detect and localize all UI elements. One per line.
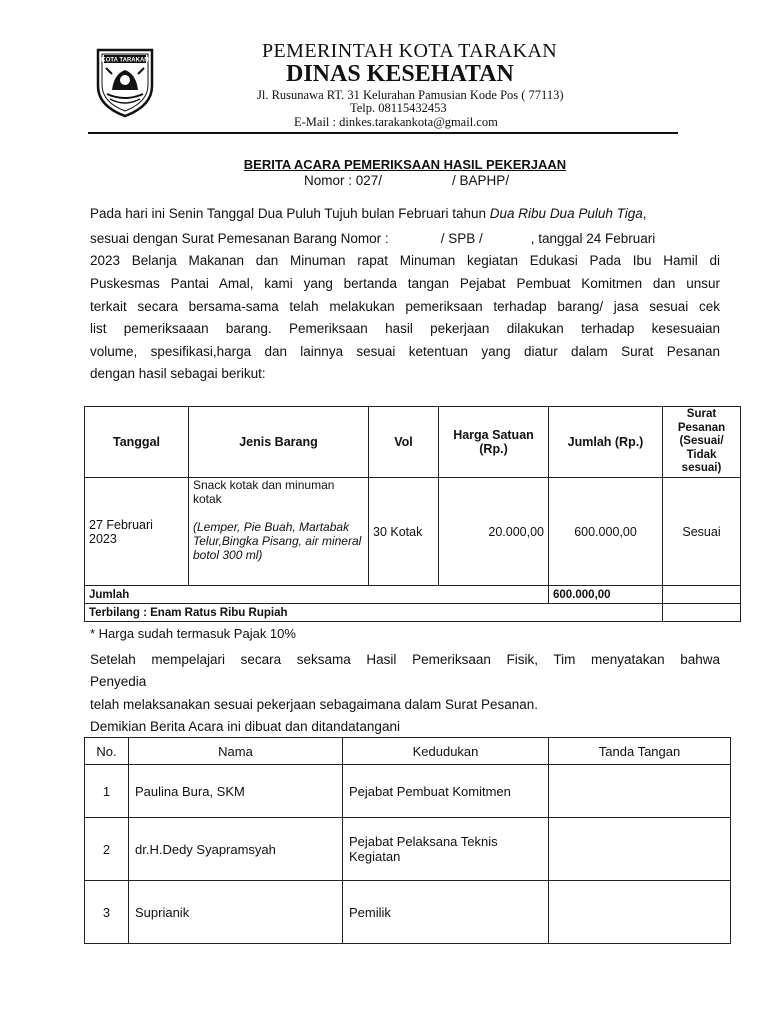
- closing-line-2: Penyedia: [90, 674, 147, 689]
- row-no: 2: [85, 818, 129, 881]
- closing-line-3: telah melaksanakan sesuai pekerjaan sebagaimana dalam Surat Pesanan.: [90, 697, 539, 712]
- header-agency: DINAS KESEHATAN: [286, 61, 514, 87]
- logo-text: KOTA TARAKAN: [101, 57, 149, 64]
- row-position: Pejabat Pelaksana Teknis Kegiatan: [343, 818, 549, 881]
- signature-header-row: [85, 738, 731, 765]
- signature-cell[interactable]: [549, 818, 731, 881]
- tax-note: * Harga sudah termasuk Pajak 10%: [90, 626, 296, 641]
- city-emblem-logo: [94, 44, 156, 118]
- table-row: [85, 765, 731, 818]
- number-prefix: Nomor : 027/: [304, 173, 383, 188]
- row-name: Suprianik: [129, 881, 343, 944]
- header-phone: Telp. 08115432453: [350, 101, 447, 115]
- row-no: 1: [85, 765, 129, 818]
- table-header-row: [85, 407, 741, 478]
- number-suffix: / BAPHP/: [452, 173, 510, 188]
- row-name: dr.H.Dedy Syapramsyah: [129, 818, 343, 881]
- spelled-total-row: [85, 604, 741, 622]
- cell-date: 27 Februari 2023: [85, 478, 189, 586]
- document-number: [304, 173, 509, 188]
- row-position: Pejabat Pembuat Komitmen: [343, 765, 549, 818]
- paragraph-line-7: volume, spesifikasi,harga dan lainnya sesuai ketentuan yang diatur dalam Surat Pesanan: [90, 344, 720, 359]
- paragraph-line-3: 2023 Belanja Makanan dan Minuman rapat Minuman kegiatan Edukasi Pada Ibu Hamil di: [90, 253, 720, 268]
- header-vol: Vol: [369, 407, 439, 478]
- header-no: No.: [85, 738, 129, 765]
- inspection-table: [84, 406, 741, 622]
- paragraph-line-1: Pada hari ini Senin Tanggal Dua Puluh Tujuh bulan Februari tahun Dua Ribu Dua Puluh Tiga,: [90, 206, 647, 221]
- header-address: Jl. Rusunawa RT. 31 Kelurahan Pamusian Kode Pos ( 77113): [257, 88, 564, 102]
- paragraph-line-4: Puskesmas Pantai Amal, kami yang bertanda tangan Pejabat Pembuat Komitmen dan unsur: [90, 276, 720, 291]
- header-signature: Tanda Tangan: [549, 738, 731, 765]
- cell-unit-price: 20.000,00: [439, 478, 549, 586]
- total-label: Jumlah: [85, 586, 549, 604]
- total-row: [85, 586, 741, 604]
- spelled-empty-cell: [663, 604, 741, 622]
- header-order-status: Surat Pesanan (Sesuai/ Tidak sesuai): [663, 407, 741, 478]
- item-name: Snack kotak dan minuman kotak: [193, 478, 335, 506]
- spelled-total: Terbilang : Enam Ratus Ribu Rupiah: [85, 604, 663, 622]
- closing-line-1: Setelah mempelajari secara seksama Hasil Pemeriksaan Fisik, Tim menyatakan bahwa: [90, 652, 720, 667]
- row-no: 3: [85, 881, 129, 944]
- table-row: [85, 478, 741, 586]
- header-unit-price: Harga Satuan (Rp.): [439, 407, 549, 478]
- item-detail: (Lemper, Pie Buah, Martabak Telur,Bingka Pisang, air mineral botol 300 ml): [193, 520, 362, 562]
- cell-item: [189, 478, 369, 586]
- total-value: 600.000,00: [549, 586, 663, 604]
- total-empty-cell: [663, 586, 741, 604]
- table-row: [85, 881, 731, 944]
- signature-cell[interactable]: [549, 881, 731, 944]
- paragraph-line-8: dengan hasil sebagai berikut:: [90, 366, 266, 381]
- header-divider: [88, 132, 678, 134]
- table-row: [85, 818, 731, 881]
- closing-line-4: Demikian Berita Acara ini dibuat dan ditandatangani: [90, 719, 400, 734]
- row-position: Pemilik: [343, 881, 549, 944]
- header-position: Kedudukan: [343, 738, 549, 765]
- header-name: Nama: [129, 738, 343, 765]
- header-email: E-Mail : dinkes.tarakankota@gmail.com: [294, 115, 498, 129]
- paragraph-line-6: list pemeriksaaan barang. Pemeriksaan hasil pekerjaan dilakukan terhadap kesesuaian: [90, 321, 720, 336]
- cell-amount: 600.000,00: [549, 478, 663, 586]
- document-title: BERITA ACARA PEMERIKSAAN HASIL PEKERJAAN: [243, 157, 567, 172]
- row-name: Paulina Bura, SKM: [129, 765, 343, 818]
- header-item: Jenis Barang: [189, 407, 369, 478]
- header-date: Tanggal: [85, 407, 189, 478]
- cell-vol: 30 Kotak: [369, 478, 439, 586]
- cell-status: Sesuai: [663, 478, 741, 586]
- paragraph-line-2: sesuai dengan Surat Pemesanan Barang Nomor : / SPB / , tanggal 24 Februari: [90, 231, 656, 246]
- paragraph-line-5: terkait secara bersama-sama telah melakukan pemeriksaan terhadap barang/ jasa sesuai cek: [90, 299, 720, 314]
- signature-table: [84, 737, 731, 944]
- header-amount: Jumlah (Rp.): [549, 407, 663, 478]
- signature-cell[interactable]: [549, 765, 731, 818]
- header-government: PEMERINTAH KOTA TARAKAN: [262, 40, 558, 62]
